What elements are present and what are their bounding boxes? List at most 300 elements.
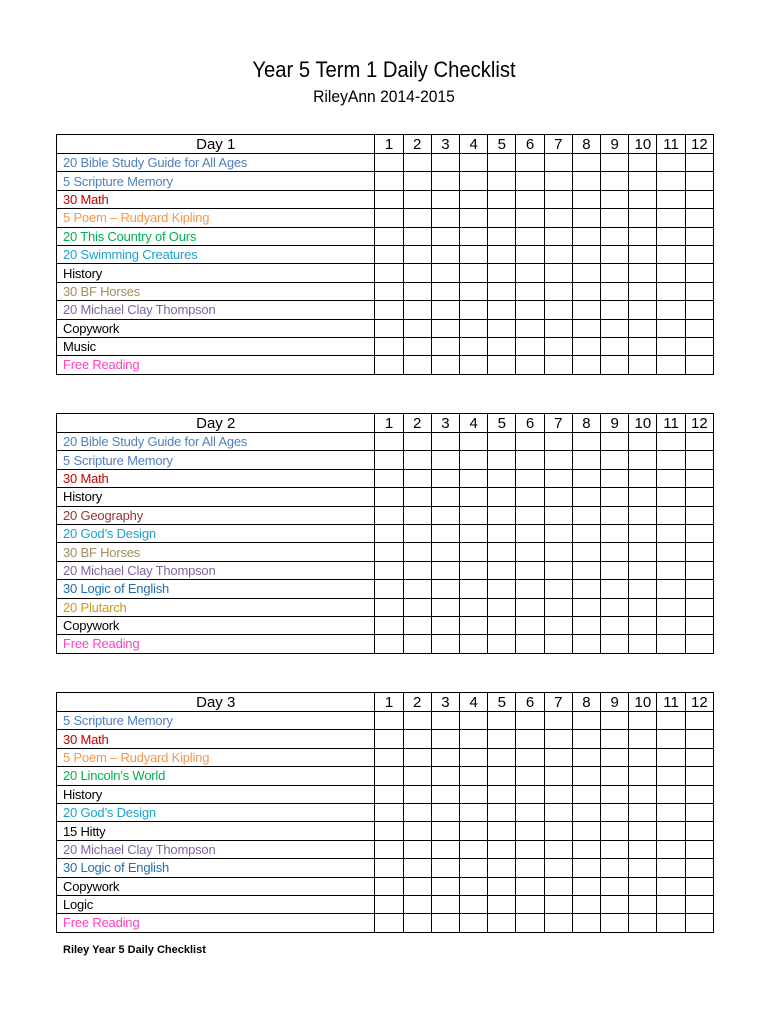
- checkbox-cell[interactable]: [544, 433, 572, 451]
- checkbox-cell[interactable]: [431, 840, 459, 858]
- checkbox-cell[interactable]: [460, 561, 488, 579]
- checkbox-cell[interactable]: [572, 319, 600, 337]
- checkbox-cell[interactable]: [375, 245, 403, 263]
- checkbox-cell[interactable]: [544, 785, 572, 803]
- checkbox-cell[interactable]: [488, 616, 516, 634]
- checkbox-cell[interactable]: [403, 154, 431, 172]
- checkbox-cell[interactable]: [572, 154, 600, 172]
- checkbox-cell[interactable]: [544, 748, 572, 766]
- checkbox-cell[interactable]: [516, 822, 544, 840]
- checkbox-cell[interactable]: [431, 712, 459, 730]
- checkbox-cell[interactable]: [431, 580, 459, 598]
- checkbox-cell[interactable]: [516, 895, 544, 913]
- checkbox-cell[interactable]: [460, 859, 488, 877]
- checkbox-cell[interactable]: [544, 580, 572, 598]
- checkbox-cell[interactable]: [460, 282, 488, 300]
- checkbox-cell[interactable]: [403, 264, 431, 282]
- checkbox-cell[interactable]: [572, 914, 600, 932]
- checkbox-cell[interactable]: [375, 635, 403, 653]
- checkbox-cell[interactable]: [488, 190, 516, 208]
- checkbox-cell[interactable]: [375, 469, 403, 487]
- checkbox-cell[interactable]: [629, 840, 657, 858]
- checkbox-cell[interactable]: [460, 488, 488, 506]
- checkbox-cell[interactable]: [657, 451, 685, 469]
- checkbox-cell[interactable]: [488, 506, 516, 524]
- checkbox-cell[interactable]: [431, 451, 459, 469]
- checkbox-cell[interactable]: [460, 840, 488, 858]
- checkbox-cell[interactable]: [629, 822, 657, 840]
- checkbox-cell[interactable]: [375, 914, 403, 932]
- checkbox-cell[interactable]: [375, 580, 403, 598]
- checkbox-cell[interactable]: [572, 356, 600, 374]
- checkbox-cell[interactable]: [572, 598, 600, 616]
- checkbox-cell[interactable]: [572, 767, 600, 785]
- checkbox-cell[interactable]: [488, 598, 516, 616]
- checkbox-cell[interactable]: [685, 282, 713, 300]
- checkbox-cell[interactable]: [629, 301, 657, 319]
- checkbox-cell[interactable]: [375, 895, 403, 913]
- checkbox-cell[interactable]: [685, 451, 713, 469]
- checkbox-cell[interactable]: [601, 543, 629, 561]
- checkbox-cell[interactable]: [488, 356, 516, 374]
- checkbox-cell[interactable]: [488, 469, 516, 487]
- checkbox-cell[interactable]: [685, 488, 713, 506]
- checkbox-cell[interactable]: [629, 451, 657, 469]
- checkbox-cell[interactable]: [460, 356, 488, 374]
- checkbox-cell[interactable]: [572, 543, 600, 561]
- checkbox-cell[interactable]: [403, 506, 431, 524]
- checkbox-cell[interactable]: [685, 598, 713, 616]
- checkbox-cell[interactable]: [601, 561, 629, 579]
- checkbox-cell[interactable]: [403, 451, 431, 469]
- checkbox-cell[interactable]: [685, 245, 713, 263]
- checkbox-cell[interactable]: [601, 469, 629, 487]
- checkbox-cell[interactable]: [572, 822, 600, 840]
- checkbox-cell[interactable]: [572, 337, 600, 355]
- checkbox-cell[interactable]: [488, 767, 516, 785]
- checkbox-cell[interactable]: [544, 506, 572, 524]
- checkbox-cell[interactable]: [431, 767, 459, 785]
- checkbox-cell[interactable]: [544, 245, 572, 263]
- checkbox-cell[interactable]: [544, 488, 572, 506]
- checkbox-cell[interactable]: [460, 730, 488, 748]
- checkbox-cell[interactable]: [488, 748, 516, 766]
- checkbox-cell[interactable]: [601, 840, 629, 858]
- checkbox-cell[interactable]: [460, 337, 488, 355]
- checkbox-cell[interactable]: [601, 319, 629, 337]
- checkbox-cell[interactable]: [601, 635, 629, 653]
- checkbox-cell[interactable]: [629, 914, 657, 932]
- checkbox-cell[interactable]: [629, 190, 657, 208]
- checkbox-cell[interactable]: [375, 506, 403, 524]
- checkbox-cell[interactable]: [544, 859, 572, 877]
- checkbox-cell[interactable]: [572, 433, 600, 451]
- checkbox-cell[interactable]: [460, 635, 488, 653]
- checkbox-cell[interactable]: [403, 840, 431, 858]
- checkbox-cell[interactable]: [375, 859, 403, 877]
- checkbox-cell[interactable]: [488, 209, 516, 227]
- checkbox-cell[interactable]: [572, 209, 600, 227]
- checkbox-cell[interactable]: [601, 524, 629, 542]
- checkbox-cell[interactable]: [403, 877, 431, 895]
- checkbox-cell[interactable]: [629, 895, 657, 913]
- checkbox-cell[interactable]: [544, 469, 572, 487]
- checkbox-cell[interactable]: [685, 785, 713, 803]
- checkbox-cell[interactable]: [460, 580, 488, 598]
- checkbox-cell[interactable]: [601, 895, 629, 913]
- checkbox-cell[interactable]: [657, 209, 685, 227]
- checkbox-cell[interactable]: [572, 877, 600, 895]
- checkbox-cell[interactable]: [657, 580, 685, 598]
- checkbox-cell[interactable]: [601, 282, 629, 300]
- checkbox-cell[interactable]: [601, 264, 629, 282]
- checkbox-cell[interactable]: [516, 245, 544, 263]
- checkbox-cell[interactable]: [657, 543, 685, 561]
- checkbox-cell[interactable]: [403, 319, 431, 337]
- checkbox-cell[interactable]: [431, 635, 459, 653]
- checkbox-cell[interactable]: [657, 282, 685, 300]
- checkbox-cell[interactable]: [657, 356, 685, 374]
- checkbox-cell[interactable]: [375, 785, 403, 803]
- checkbox-cell[interactable]: [403, 356, 431, 374]
- checkbox-cell[interactable]: [629, 598, 657, 616]
- checkbox-cell[interactable]: [375, 209, 403, 227]
- checkbox-cell[interactable]: [516, 877, 544, 895]
- checkbox-cell[interactable]: [601, 730, 629, 748]
- checkbox-cell[interactable]: [516, 598, 544, 616]
- checkbox-cell[interactable]: [572, 227, 600, 245]
- checkbox-cell[interactable]: [488, 914, 516, 932]
- checkbox-cell[interactable]: [516, 616, 544, 634]
- checkbox-cell[interactable]: [685, 209, 713, 227]
- checkbox-cell[interactable]: [544, 712, 572, 730]
- checkbox-cell[interactable]: [403, 895, 431, 913]
- checkbox-cell[interactable]: [488, 319, 516, 337]
- checkbox-cell[interactable]: [403, 543, 431, 561]
- checkbox-cell[interactable]: [403, 282, 431, 300]
- checkbox-cell[interactable]: [375, 877, 403, 895]
- checkbox-cell[interactable]: [516, 433, 544, 451]
- checkbox-cell[interactable]: [460, 172, 488, 190]
- checkbox-cell[interactable]: [516, 712, 544, 730]
- checkbox-cell[interactable]: [544, 356, 572, 374]
- checkbox-cell[interactable]: [685, 524, 713, 542]
- checkbox-cell[interactable]: [657, 635, 685, 653]
- checkbox-cell[interactable]: [544, 877, 572, 895]
- checkbox-cell[interactable]: [516, 172, 544, 190]
- checkbox-cell[interactable]: [431, 154, 459, 172]
- checkbox-cell[interactable]: [685, 877, 713, 895]
- checkbox-cell[interactable]: [629, 730, 657, 748]
- checkbox-cell[interactable]: [431, 209, 459, 227]
- checkbox-cell[interactable]: [516, 914, 544, 932]
- checkbox-cell[interactable]: [544, 822, 572, 840]
- checkbox-cell[interactable]: [629, 712, 657, 730]
- checkbox-cell[interactable]: [685, 767, 713, 785]
- checkbox-cell[interactable]: [601, 154, 629, 172]
- checkbox-cell[interactable]: [685, 543, 713, 561]
- checkbox-cell[interactable]: [629, 877, 657, 895]
- checkbox-cell[interactable]: [601, 433, 629, 451]
- checkbox-cell[interactable]: [685, 712, 713, 730]
- checkbox-cell[interactable]: [375, 337, 403, 355]
- checkbox-cell[interactable]: [544, 190, 572, 208]
- checkbox-cell[interactable]: [403, 209, 431, 227]
- checkbox-cell[interactable]: [657, 488, 685, 506]
- checkbox-cell[interactable]: [488, 337, 516, 355]
- checkbox-cell[interactable]: [431, 524, 459, 542]
- checkbox-cell[interactable]: [629, 245, 657, 263]
- checkbox-cell[interactable]: [629, 319, 657, 337]
- checkbox-cell[interactable]: [403, 803, 431, 821]
- checkbox-cell[interactable]: [460, 598, 488, 616]
- checkbox-cell[interactable]: [431, 245, 459, 263]
- checkbox-cell[interactable]: [657, 859, 685, 877]
- checkbox-cell[interactable]: [685, 803, 713, 821]
- checkbox-cell[interactable]: [431, 319, 459, 337]
- checkbox-cell[interactable]: [431, 506, 459, 524]
- checkbox-cell[interactable]: [572, 282, 600, 300]
- checkbox-cell[interactable]: [657, 227, 685, 245]
- checkbox-cell[interactable]: [403, 859, 431, 877]
- checkbox-cell[interactable]: [629, 561, 657, 579]
- checkbox-cell[interactable]: [375, 154, 403, 172]
- checkbox-cell[interactable]: [629, 635, 657, 653]
- checkbox-cell[interactable]: [375, 301, 403, 319]
- checkbox-cell[interactable]: [403, 245, 431, 263]
- checkbox-cell[interactable]: [657, 767, 685, 785]
- checkbox-cell[interactable]: [572, 840, 600, 858]
- checkbox-cell[interactable]: [431, 227, 459, 245]
- checkbox-cell[interactable]: [601, 598, 629, 616]
- checkbox-cell[interactable]: [657, 914, 685, 932]
- checkbox-cell[interactable]: [572, 859, 600, 877]
- checkbox-cell[interactable]: [460, 451, 488, 469]
- checkbox-cell[interactable]: [431, 282, 459, 300]
- checkbox-cell[interactable]: [572, 245, 600, 263]
- checkbox-cell[interactable]: [403, 748, 431, 766]
- checkbox-cell[interactable]: [460, 712, 488, 730]
- checkbox-cell[interactable]: [629, 543, 657, 561]
- checkbox-cell[interactable]: [629, 337, 657, 355]
- checkbox-cell[interactable]: [601, 506, 629, 524]
- checkbox-cell[interactable]: [403, 785, 431, 803]
- checkbox-cell[interactable]: [572, 264, 600, 282]
- checkbox-cell[interactable]: [488, 859, 516, 877]
- checkbox-cell[interactable]: [488, 877, 516, 895]
- checkbox-cell[interactable]: [375, 451, 403, 469]
- checkbox-cell[interactable]: [657, 319, 685, 337]
- checkbox-cell[interactable]: [516, 561, 544, 579]
- checkbox-cell[interactable]: [403, 488, 431, 506]
- checkbox-cell[interactable]: [460, 264, 488, 282]
- checkbox-cell[interactable]: [685, 822, 713, 840]
- checkbox-cell[interactable]: [460, 524, 488, 542]
- checkbox-cell[interactable]: [544, 840, 572, 858]
- checkbox-cell[interactable]: [601, 712, 629, 730]
- checkbox-cell[interactable]: [572, 190, 600, 208]
- checkbox-cell[interactable]: [375, 488, 403, 506]
- checkbox-cell[interactable]: [685, 301, 713, 319]
- checkbox-cell[interactable]: [657, 803, 685, 821]
- checkbox-cell[interactable]: [685, 154, 713, 172]
- checkbox-cell[interactable]: [657, 895, 685, 913]
- checkbox-cell[interactable]: [544, 451, 572, 469]
- checkbox-cell[interactable]: [460, 301, 488, 319]
- checkbox-cell[interactable]: [572, 730, 600, 748]
- checkbox-cell[interactable]: [431, 190, 459, 208]
- checkbox-cell[interactable]: [657, 712, 685, 730]
- checkbox-cell[interactable]: [572, 172, 600, 190]
- checkbox-cell[interactable]: [516, 356, 544, 374]
- checkbox-cell[interactable]: [431, 895, 459, 913]
- checkbox-cell[interactable]: [488, 433, 516, 451]
- checkbox-cell[interactable]: [375, 561, 403, 579]
- checkbox-cell[interactable]: [544, 524, 572, 542]
- checkbox-cell[interactable]: [685, 469, 713, 487]
- checkbox-cell[interactable]: [488, 451, 516, 469]
- checkbox-cell[interactable]: [516, 264, 544, 282]
- checkbox-cell[interactable]: [572, 785, 600, 803]
- checkbox-cell[interactable]: [544, 282, 572, 300]
- checkbox-cell[interactable]: [516, 748, 544, 766]
- checkbox-cell[interactable]: [629, 616, 657, 634]
- checkbox-cell[interactable]: [460, 209, 488, 227]
- checkbox-cell[interactable]: [657, 154, 685, 172]
- checkbox-cell[interactable]: [601, 748, 629, 766]
- checkbox-cell[interactable]: [685, 580, 713, 598]
- checkbox-cell[interactable]: [516, 580, 544, 598]
- checkbox-cell[interactable]: [572, 803, 600, 821]
- checkbox-cell[interactable]: [403, 598, 431, 616]
- checkbox-cell[interactable]: [460, 154, 488, 172]
- checkbox-cell[interactable]: [601, 822, 629, 840]
- checkbox-cell[interactable]: [488, 543, 516, 561]
- checkbox-cell[interactable]: [488, 524, 516, 542]
- checkbox-cell[interactable]: [544, 264, 572, 282]
- checkbox-cell[interactable]: [601, 803, 629, 821]
- checkbox-cell[interactable]: [572, 580, 600, 598]
- checkbox-cell[interactable]: [488, 785, 516, 803]
- checkbox-cell[interactable]: [601, 580, 629, 598]
- checkbox-cell[interactable]: [544, 635, 572, 653]
- checkbox-cell[interactable]: [629, 356, 657, 374]
- checkbox-cell[interactable]: [403, 190, 431, 208]
- checkbox-cell[interactable]: [601, 356, 629, 374]
- checkbox-cell[interactable]: [488, 580, 516, 598]
- checkbox-cell[interactable]: [460, 469, 488, 487]
- checkbox-cell[interactable]: [403, 561, 431, 579]
- checkbox-cell[interactable]: [375, 767, 403, 785]
- checkbox-cell[interactable]: [544, 543, 572, 561]
- checkbox-cell[interactable]: [516, 301, 544, 319]
- checkbox-cell[interactable]: [601, 172, 629, 190]
- checkbox-cell[interactable]: [572, 451, 600, 469]
- checkbox-cell[interactable]: [488, 840, 516, 858]
- checkbox-cell[interactable]: [601, 301, 629, 319]
- checkbox-cell[interactable]: [657, 785, 685, 803]
- checkbox-cell[interactable]: [516, 859, 544, 877]
- checkbox-cell[interactable]: [685, 748, 713, 766]
- checkbox-cell[interactable]: [544, 767, 572, 785]
- checkbox-cell[interactable]: [685, 616, 713, 634]
- checkbox-cell[interactable]: [601, 190, 629, 208]
- checkbox-cell[interactable]: [685, 172, 713, 190]
- checkbox-cell[interactable]: [544, 172, 572, 190]
- checkbox-cell[interactable]: [657, 730, 685, 748]
- checkbox-cell[interactable]: [488, 730, 516, 748]
- checkbox-cell[interactable]: [544, 209, 572, 227]
- checkbox-cell[interactable]: [488, 712, 516, 730]
- checkbox-cell[interactable]: [375, 172, 403, 190]
- checkbox-cell[interactable]: [657, 190, 685, 208]
- checkbox-cell[interactable]: [460, 319, 488, 337]
- checkbox-cell[interactable]: [544, 616, 572, 634]
- checkbox-cell[interactable]: [460, 245, 488, 263]
- checkbox-cell[interactable]: [601, 914, 629, 932]
- checkbox-cell[interactable]: [431, 337, 459, 355]
- checkbox-cell[interactable]: [460, 877, 488, 895]
- checkbox-cell[interactable]: [375, 712, 403, 730]
- checkbox-cell[interactable]: [657, 301, 685, 319]
- checkbox-cell[interactable]: [657, 524, 685, 542]
- checkbox-cell[interactable]: [460, 616, 488, 634]
- checkbox-cell[interactable]: [601, 616, 629, 634]
- checkbox-cell[interactable]: [516, 319, 544, 337]
- checkbox-cell[interactable]: [460, 543, 488, 561]
- checkbox-cell[interactable]: [629, 803, 657, 821]
- checkbox-cell[interactable]: [488, 154, 516, 172]
- checkbox-cell[interactable]: [488, 282, 516, 300]
- checkbox-cell[interactable]: [375, 616, 403, 634]
- checkbox-cell[interactable]: [403, 227, 431, 245]
- checkbox-cell[interactable]: [375, 190, 403, 208]
- checkbox-cell[interactable]: [544, 803, 572, 821]
- checkbox-cell[interactable]: [685, 337, 713, 355]
- checkbox-cell[interactable]: [685, 227, 713, 245]
- checkbox-cell[interactable]: [629, 580, 657, 598]
- checkbox-cell[interactable]: [544, 154, 572, 172]
- checkbox-cell[interactable]: [460, 785, 488, 803]
- checkbox-cell[interactable]: [601, 209, 629, 227]
- checkbox-cell[interactable]: [403, 712, 431, 730]
- checkbox-cell[interactable]: [431, 543, 459, 561]
- checkbox-cell[interactable]: [685, 859, 713, 877]
- checkbox-cell[interactable]: [685, 356, 713, 374]
- checkbox-cell[interactable]: [460, 433, 488, 451]
- checkbox-cell[interactable]: [431, 561, 459, 579]
- checkbox-cell[interactable]: [601, 227, 629, 245]
- checkbox-cell[interactable]: [629, 154, 657, 172]
- checkbox-cell[interactable]: [601, 877, 629, 895]
- checkbox-cell[interactable]: [685, 561, 713, 579]
- checkbox-cell[interactable]: [431, 172, 459, 190]
- checkbox-cell[interactable]: [431, 264, 459, 282]
- checkbox-cell[interactable]: [375, 227, 403, 245]
- checkbox-cell[interactable]: [601, 859, 629, 877]
- checkbox-cell[interactable]: [601, 767, 629, 785]
- checkbox-cell[interactable]: [460, 822, 488, 840]
- checkbox-cell[interactable]: [629, 172, 657, 190]
- checkbox-cell[interactable]: [460, 506, 488, 524]
- checkbox-cell[interactable]: [375, 543, 403, 561]
- checkbox-cell[interactable]: [460, 748, 488, 766]
- checkbox-cell[interactable]: [403, 767, 431, 785]
- checkbox-cell[interactable]: [403, 580, 431, 598]
- checkbox-cell[interactable]: [657, 245, 685, 263]
- checkbox-cell[interactable]: [488, 561, 516, 579]
- checkbox-cell[interactable]: [544, 301, 572, 319]
